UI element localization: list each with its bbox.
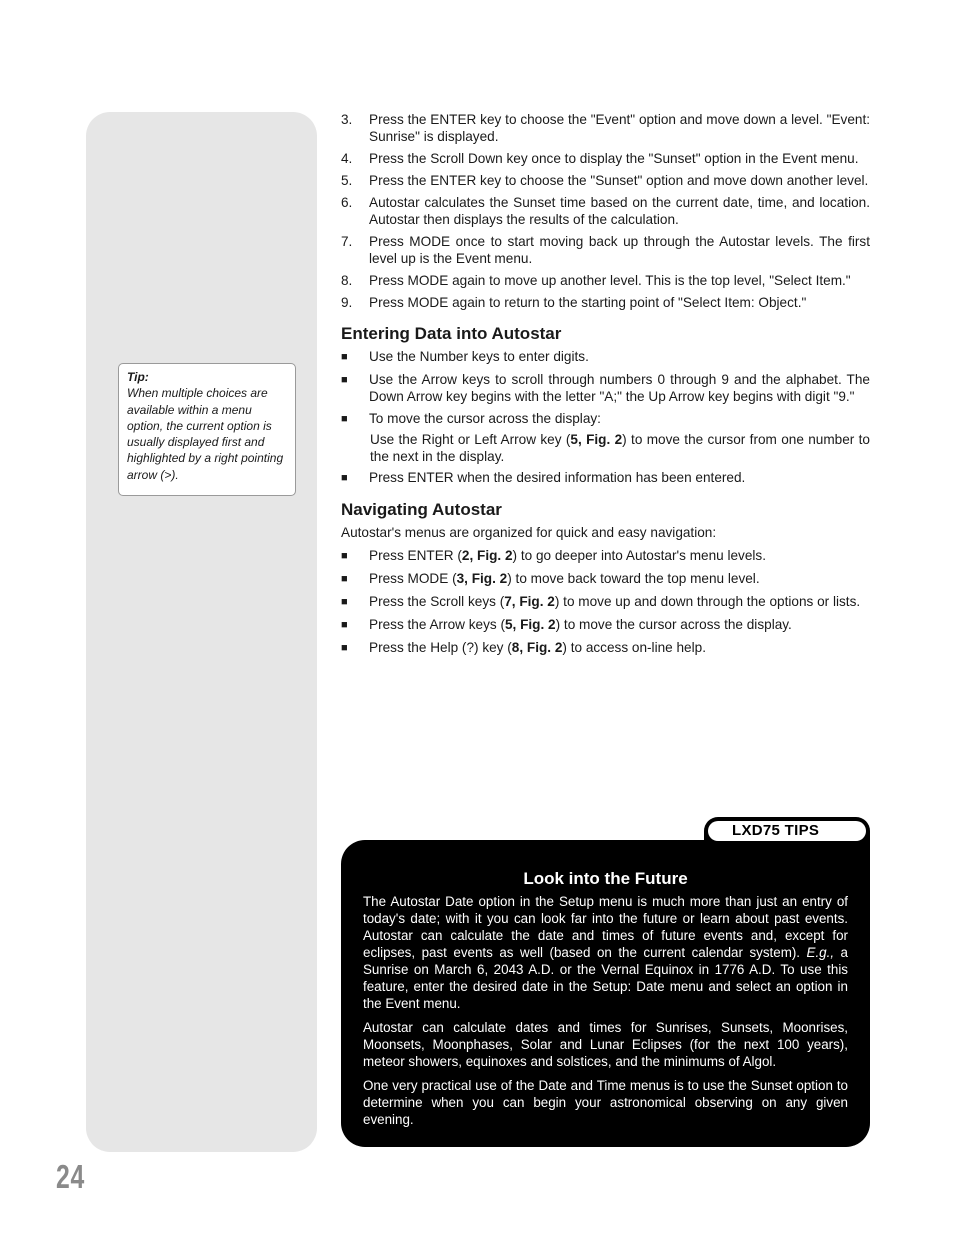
bullet-text-pre: Press the Arrow keys ( (369, 617, 505, 632)
tip-box (118, 363, 296, 496)
bullet-text-pre: Press MODE ( (369, 571, 457, 586)
list-item (341, 272, 870, 289)
step-text: Press the ENTER key to choose the "Event" option and move down a level. "Event: Sunrise" is displayed. (369, 112, 870, 144)
section-intro: Autostar's menus are organized for quick and easy navigation: (341, 525, 717, 540)
bullet-text: Use the Number keys to enter digits. (369, 349, 589, 364)
figure-reference: 2, Fig. 2 (461, 548, 513, 563)
bullet-text-post: ) to go deeper into Autostar's menu levels. (512, 548, 766, 563)
bullet-icon: ■ (341, 573, 348, 585)
list-item (341, 469, 870, 487)
step-text: Press MODE once to start moving back up through the Autostar levels. The first level up is the Event menu. (369, 234, 870, 266)
step-number: 4. (341, 151, 353, 166)
bullet-icon: ■ (341, 596, 348, 608)
bullet-icon: ■ (341, 642, 348, 654)
list-item (341, 570, 870, 588)
bullet-icon: ■ (341, 550, 348, 562)
bullet-text: To move the cursor across the display: (369, 411, 601, 426)
tips-paragraph-part: a Sunrise on March 6, 2043 A.D. or the Vernal Equinox in 1776 A.D. To use this feature, enter the desired date in the Setup: Date menu and select an option in the Event menu. (363, 945, 848, 1011)
tips-panel-corner (704, 840, 870, 870)
list-item (341, 547, 870, 565)
bullet-icon: ■ (341, 619, 348, 631)
step-text: Press MODE again to move up another level. This is the top level, "Select Item." (369, 273, 851, 288)
main-content (341, 111, 870, 662)
figure-reference: 5, Fig. 2 (570, 432, 623, 447)
step-number: 8. (341, 273, 353, 288)
step-text: Autostar calculates the Sunset time based on the current date, time, and location. Autostar then displays the results of the calculation. (369, 195, 870, 227)
list-item (341, 172, 870, 189)
tips-paragraph: Autostar can calculate dates and times for Sunrises, Sunsets, Moonrises, Moonsets, Moonphases, Solar and Lunar Eclipses (for the next 100 years), meteor showers, equinoxes and solstices, and the minimums of Algol. (363, 1020, 848, 1069)
tips-tab-label: LXD75 TIPS (732, 822, 820, 839)
tips-paragraph (363, 893, 848, 1012)
sidebar-panel (86, 112, 317, 1152)
figure-reference: 8, Fig. 2 (511, 640, 563, 655)
list-item (341, 371, 870, 405)
bullet-text: Press ENTER when the desired information has been entered. (369, 470, 746, 485)
tips-paragraph-part: The Autostar Date option in the Setup menu is much more than just an entry of today's date; with it you can look far into the future or learn about past events. Autostar can calculate the date and times of future events and, except for eclipses, past events as well (based on the current calendar system). (363, 894, 848, 960)
bullet-text: Use the Arrow keys to scroll through numbers 0 through 9 and the alphabet. The Down Arrow key begins with the letter "A;" the Up Arrow key begins with digit "9." (369, 372, 870, 404)
list-item (341, 616, 870, 634)
bullet-text (369, 593, 870, 611)
bullet-icon: ■ (341, 351, 348, 363)
bullet-text (369, 616, 870, 634)
page-number: 24 (56, 1158, 86, 1195)
tips-paragraph: One very practical use of the Date and Time menus is to use the Sunset option to determine when you can begin your astronomical observing on any given evening. (363, 1078, 848, 1127)
list-item (341, 233, 870, 267)
sub-instruction (370, 431, 870, 465)
list-item (341, 348, 870, 366)
step-number: 9. (341, 295, 353, 310)
bullet-text-pre: Press the Help (?) key ( (369, 640, 512, 655)
bullet-icon: ■ (341, 472, 348, 484)
list-item (341, 150, 870, 167)
bullet-text-post: ) to move up and down through the options or lists. (554, 594, 861, 609)
section-heading-entering-data: Entering Data into Autostar (341, 324, 562, 343)
list-item (341, 294, 870, 311)
list-item (341, 194, 870, 228)
bullet-text (369, 570, 870, 588)
bullet-icon: ■ (341, 374, 348, 386)
tips-paragraph-emphasis: E.g., (806, 945, 835, 960)
list-item (341, 410, 870, 428)
bullet-text-post: ) to access on-line help. (562, 640, 706, 655)
tip-body: When multiple choices are available within a menu option, the current option is usually displayed first and highlighted by a right pointing arrow (>). (127, 386, 284, 482)
step-number: 3. (341, 112, 353, 127)
steps-list (341, 111, 870, 311)
list-item (341, 639, 870, 657)
list-item (341, 593, 870, 611)
step-text: Press MODE again to return to the starting point of "Select Item: Object." (369, 295, 807, 310)
section-heading-navigating: Navigating Autostar (341, 500, 502, 519)
figure-reference: 7, Fig. 2 (504, 594, 555, 609)
step-number: 7. (341, 234, 353, 249)
tips-content (363, 868, 848, 1135)
sub-text-post: ) to move the cursor from one number to the next in the display. (370, 432, 870, 464)
list-item (341, 111, 870, 145)
step-text: Press the ENTER key to choose the "Sunset" option and move down another level. (369, 173, 869, 188)
figure-reference: 5, Fig. 2 (504, 617, 556, 632)
tip-title: Tip: (127, 370, 149, 384)
bullet-text-post: ) to move the cursor across the display. (555, 617, 792, 632)
bullet-text-post: ) to move back toward the top menu level. (507, 571, 760, 586)
step-text: Press the Scroll Down key once to display the "Sunset" option in the Event menu. (369, 151, 859, 166)
bullet-text-pre: Press the Scroll keys ( (369, 594, 505, 609)
tips-title: Look into the Future (523, 869, 688, 888)
step-number: 6. (341, 195, 353, 210)
bullet-text (369, 639, 870, 657)
bullet-icon: ■ (341, 413, 348, 425)
figure-reference: 3, Fig. 2 (456, 571, 508, 586)
bullet-text (369, 547, 870, 565)
bullet-text-pre: Press ENTER ( (369, 548, 462, 563)
step-number: 5. (341, 173, 353, 188)
sub-text-pre: Use the Right or Left Arrow key ( (370, 432, 571, 447)
